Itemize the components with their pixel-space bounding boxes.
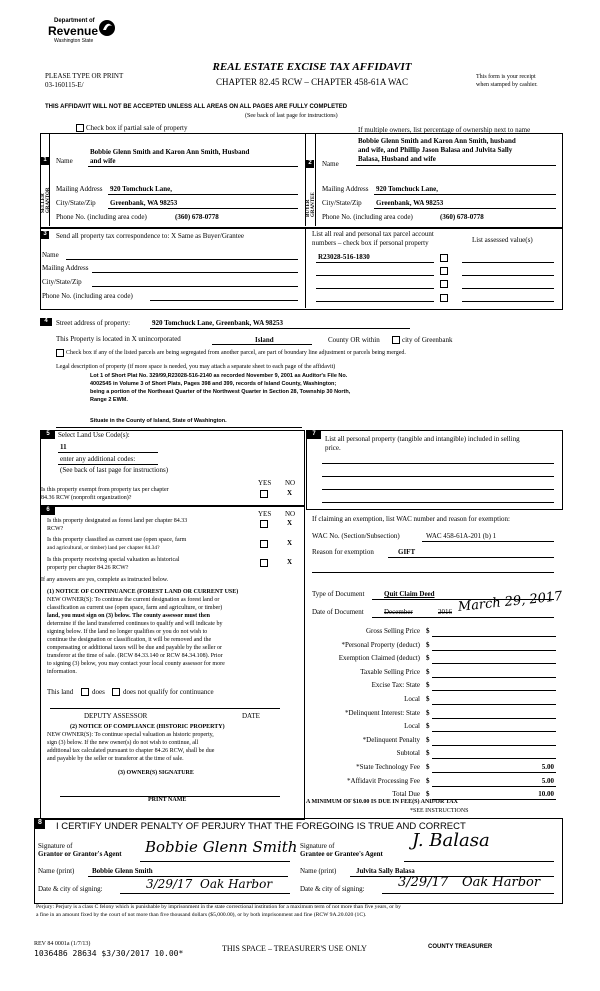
tax-row-line bbox=[432, 745, 556, 746]
reason-value: GIFT bbox=[398, 548, 416, 556]
current-use-question-1: Is this property classified as current use (open space, farm bbox=[47, 537, 187, 543]
section-1-number: 1 bbox=[41, 157, 49, 165]
corr-mailing-line bbox=[92, 272, 298, 273]
logo-line-2: Revenue bbox=[48, 24, 99, 38]
assessed-line-4 bbox=[462, 301, 554, 302]
notice-compliance-title: (2) NOTICE OF COMPLIANCE (HISTORIC PROPERTY) bbox=[70, 724, 225, 730]
notice1-line-1: NEW OWNER(S): To continue the current designation as forest land or bbox=[47, 597, 220, 603]
assessed-line-2 bbox=[462, 275, 554, 276]
grantor-date: 3/29/17 bbox=[146, 877, 193, 891]
corr-city-line bbox=[92, 286, 298, 287]
grantee-city: Oak Harbor bbox=[462, 875, 541, 890]
historic-no-answer: X bbox=[287, 558, 293, 566]
does-label: does bbox=[92, 688, 105, 696]
doc-type-value: Quit Claim Deed bbox=[384, 590, 435, 598]
street-address-label: Street address of property: bbox=[56, 319, 131, 327]
rev-code: REV 84 0001a (1/7/13) bbox=[34, 941, 91, 947]
corr-phone-label: Phone No. (including area code) bbox=[42, 292, 133, 300]
cashier-stamp: 1036486 28634 $3/30/2017 10.00* bbox=[34, 949, 184, 958]
seller-name-line bbox=[88, 166, 298, 167]
buyer-city-value: Greenbank, WA 98253 bbox=[376, 199, 444, 207]
logo-line-1: Department of bbox=[54, 18, 95, 24]
see-instructions-note: *SEE INSTRUCTIONS bbox=[410, 808, 469, 814]
seller-mailing-line bbox=[108, 194, 298, 195]
section-6-number: 6 bbox=[41, 507, 55, 515]
accounts-label-1: List all real and personal tax parcel account bbox=[312, 230, 434, 238]
does-not-qualify-checkbox[interactable] bbox=[112, 688, 120, 696]
buyer-phone-label: Phone No. (including area code) bbox=[322, 213, 413, 221]
grantee-date-line bbox=[382, 893, 554, 894]
receipt-note-2: when stamped by cashier. bbox=[476, 82, 538, 88]
does-qualify-checkbox[interactable] bbox=[81, 688, 89, 696]
warning-text: THIS AFFIDAVIT WILL NOT BE ACCEPTED UNLESS ALL AREAS ON ALL PAGES ARE FULLY COMPLETED bbox=[45, 104, 348, 110]
tax-row-line bbox=[432, 704, 556, 705]
current-use-no-answer: X bbox=[287, 539, 293, 547]
tax-row-label: *Delinquent Penalty bbox=[362, 736, 420, 744]
tax-row-dollar: $ bbox=[426, 790, 430, 798]
tax-row-line bbox=[432, 772, 556, 773]
tax-row-dollar: $ bbox=[426, 641, 430, 649]
perjury-line-2: a fine in an amount fixed by the court of not more than five thousand dollars ($5,000.00), or by both imprisonment and fine (RCW 9A.20.020 (1C). bbox=[36, 912, 367, 918]
exemption-label: If claiming an exemption, list WAC number and reason for exemption: bbox=[312, 515, 510, 523]
seller-sidebar-line bbox=[49, 133, 50, 226]
land-use-value: 11 bbox=[60, 443, 67, 451]
tax-row-dollar: $ bbox=[426, 695, 430, 703]
legal-line-3: being a portion of the Northeast Quarter of the Northwest Quarter in Section 28, Township 30 North, bbox=[90, 389, 351, 395]
seller-grantor-label: SELLER GRANTOR bbox=[41, 187, 51, 213]
tax-row-label: Exemption Claimed (deduct) bbox=[338, 654, 420, 662]
street-address-value: 920 Tomchuck Lane, Greenbank, WA 98253 bbox=[152, 319, 284, 327]
reason-label: Reason for exemption bbox=[312, 548, 374, 556]
s5-no-header: NO bbox=[285, 479, 296, 487]
doc-date-label: Date of Document bbox=[312, 608, 364, 616]
s6-no-header: NO bbox=[285, 510, 296, 518]
grantor-city: Oak Harbor bbox=[200, 877, 273, 891]
corr-city-label: City/State/Zip bbox=[42, 278, 82, 286]
county-value: Island bbox=[255, 336, 274, 344]
print-name-label: PRINT NAME bbox=[148, 797, 187, 803]
land-use-label: Select Land Use Code(s): bbox=[58, 431, 130, 439]
buyer-city-line bbox=[374, 208, 556, 209]
section-3-number: 3 bbox=[41, 231, 49, 239]
personal-line-1 bbox=[322, 463, 554, 464]
personal-property-checkbox-4[interactable] bbox=[440, 294, 448, 302]
notice2-line-2: sign (3) below. If the new owner(s) do not wish to continue, all bbox=[47, 740, 199, 746]
tax-row-line bbox=[432, 663, 556, 664]
section-7-number: 7 bbox=[307, 431, 321, 439]
tax-row-dollar: $ bbox=[426, 777, 430, 785]
tax-row-dollar: $ bbox=[426, 722, 430, 730]
notice2-line-1: NEW OWNER(S): To continue special valuation as historic property, bbox=[47, 732, 214, 738]
tax-row-dollar: $ bbox=[426, 668, 430, 676]
tax-row-line bbox=[432, 690, 556, 691]
assessed-label: List assessed value(s) bbox=[472, 236, 533, 244]
forest-question-1: Is this property designated as forest land per chapter 84.33 bbox=[47, 518, 188, 524]
see-back-label: (See back of last page for instructions) bbox=[60, 466, 169, 474]
city-checkbox[interactable] bbox=[392, 336, 400, 344]
exempt-no-answer: X bbox=[287, 489, 293, 497]
tax-row-label: Total Due bbox=[392, 790, 420, 798]
grantee-sig-label-2: Grantee or Grantee's Agent bbox=[300, 850, 383, 858]
grantee-date: 3/29/17 bbox=[398, 875, 449, 890]
if-yes-note: If any answers are yes, complete as instructed below. bbox=[41, 577, 169, 583]
notice1-line-9: to signing (3) below, you may contact your local county assessor for more bbox=[47, 661, 225, 667]
buyer-name-1: Bobbie Glenn Smith and Karon Ann Smith, husband bbox=[358, 137, 516, 145]
tax-row-dollar: $ bbox=[426, 627, 430, 635]
corr-name-line bbox=[66, 259, 298, 260]
tax-row-dollar: $ bbox=[426, 749, 430, 757]
legal-line-4: Range 2 EWM. bbox=[90, 397, 128, 403]
wac-label: WAC No. (Section/Subsection) bbox=[312, 532, 400, 540]
page-subtitle: CHAPTER 82.45 RCW – CHAPTER 458-61A WAC bbox=[216, 77, 408, 87]
notice2-line-4: and payable by the seller or transferor at the time of sale. bbox=[47, 756, 184, 762]
buyer-name-3: Balasa, Husband and wife bbox=[358, 155, 436, 163]
wac-value: WAC 458-61A-201 (b) 1 bbox=[426, 532, 497, 540]
street-address-line bbox=[150, 328, 410, 329]
tax-row-line bbox=[432, 758, 556, 759]
tax-row-label: Subtotal bbox=[396, 749, 420, 757]
certify-text: I CERTIFY UNDER PENALTY OF PERJURY THAT THE FOREGOING IS TRUE AND CORRECT bbox=[56, 821, 466, 832]
tax-row-dollar: $ bbox=[426, 736, 430, 744]
county-line bbox=[212, 344, 312, 345]
grantee-sig-label-1: Signature of bbox=[300, 842, 335, 850]
account-1-value: R23028-516-1830 bbox=[318, 253, 370, 261]
buyer-name-2: and wife, and Phillip Jason Balasa and Julvita Sally bbox=[358, 146, 513, 154]
tax-row-label: Local bbox=[404, 695, 420, 703]
tax-row-line bbox=[432, 636, 556, 637]
seller-mailing-label: Mailing Address bbox=[56, 185, 103, 193]
corr-name-label: Name bbox=[42, 251, 59, 259]
exempt-question-1: Is this property exempt from property tax per chapter bbox=[41, 487, 169, 493]
buyer-phone-value: (360) 678-0778 bbox=[440, 213, 484, 221]
doc-date-handwritten: March 29, 2017 bbox=[457, 589, 564, 615]
please-type: PLEASE TYPE OR PRINT bbox=[45, 72, 124, 80]
exempt-question-2: 84.36 RCW (nonprofit organization)? bbox=[41, 495, 132, 501]
buyer-mailing-line bbox=[374, 194, 556, 195]
tax-row-dollar: $ bbox=[426, 654, 430, 662]
send-correspondence-label: Send all property tax correspondence to: X Same as Buyer/Grantee bbox=[56, 232, 244, 240]
notice1-line-8: transferor at the time of sale. (RCW 84.33.140 or RCW 84.34.108). Prior bbox=[47, 653, 223, 659]
buyer-grantee-label: BUYER GRANTEE bbox=[306, 192, 316, 217]
seller-city-value: Greenbank, WA 98253 bbox=[110, 199, 178, 207]
tax-row-line bbox=[432, 718, 556, 719]
historic-question-2: property per chapter 84.26 RCW? bbox=[47, 565, 129, 571]
tax-row-line bbox=[432, 650, 556, 651]
reason-line-2 bbox=[312, 572, 554, 573]
personal-line-3 bbox=[322, 489, 554, 490]
seller-phone-label: Phone No. (including area code) bbox=[56, 213, 147, 221]
grantee-name-value: Julvita Sally Balasa bbox=[356, 867, 415, 875]
reason-line bbox=[388, 557, 554, 558]
legal-line-2: 4002545 in Volume 3 of Short Plats, Pages 398 and 399, records of Island County, Washington; bbox=[90, 381, 337, 387]
notice1-line-7: compensating or additional taxes will be due and payable by the seller or bbox=[47, 645, 222, 651]
buyer-mailing-label: Mailing Address bbox=[322, 185, 369, 193]
legal-description-label: Legal description of property (if more space is needed, you may attach a separate sheet to each page of the affidavit) bbox=[56, 364, 336, 370]
doc-date-year: 2016 bbox=[438, 608, 452, 616]
tax-row-label: Gross Selling Price bbox=[365, 627, 420, 635]
perjury-text-1: Perjury: Perjury is a class C felony which is punishable by imprisonment in the state correctional institution for a maximum term of not more than five years, or by bbox=[36, 904, 401, 910]
forest-question-2: RCW? bbox=[47, 526, 64, 532]
forest-yes-checkbox[interactable] bbox=[260, 520, 268, 528]
account-line-1 bbox=[316, 262, 434, 263]
grantor-sig-line bbox=[140, 861, 290, 862]
seller-mailing-value: 920 Tomchuck Lane, bbox=[110, 185, 173, 193]
current-use-question-2: and agricultural, or timber) land per chapter 84.34? bbox=[47, 545, 160, 551]
buyer-mailing-value: 920 Tomchuck Lane, bbox=[376, 185, 439, 193]
doc-type-label: Type of Document bbox=[312, 590, 365, 598]
assessed-line-3 bbox=[462, 288, 554, 289]
does-not-label: does not qualify for continuance bbox=[123, 688, 214, 696]
grantor-date-city-label: Date & city of signing: bbox=[38, 885, 103, 893]
owner-signature-label: (3) OWNER(S) SIGNATURE bbox=[118, 770, 194, 776]
grantee-signature: J. Balasa bbox=[412, 830, 490, 851]
section-3-divider bbox=[305, 228, 306, 308]
form-code: 03-160115-E/ bbox=[45, 81, 84, 89]
seller-name-1: Bobbie Glenn Smith and Karon Ann Smith, Husband bbox=[90, 148, 250, 156]
grantor-sig-label-1: Signature of bbox=[38, 842, 73, 850]
minimum-due-note: A MINIMUM OF $10.00 IS DUE IN FEE(S) AND/OR TAX bbox=[306, 799, 458, 805]
county-label: County OR within bbox=[328, 336, 380, 344]
city-of-label: city of Greenbank bbox=[402, 336, 453, 344]
grantee-date-city-label: Date & city of signing: bbox=[300, 885, 365, 893]
legal-line-1: Lot 1 of Short Plat No. 329/99,R23028-516-2140 as recorded November 9, 2001 as Auditor's File No. bbox=[90, 373, 348, 379]
historic-yes-checkbox[interactable] bbox=[260, 559, 268, 567]
tax-row-line bbox=[432, 786, 556, 787]
personal-property-label-2: price. bbox=[325, 444, 341, 452]
personal-property-checkbox-3[interactable] bbox=[440, 280, 448, 288]
multi-owner-note: If multiple owners, list percentage of ownership next to name bbox=[358, 126, 531, 134]
corr-mailing-label: Mailing Address bbox=[42, 264, 89, 272]
tax-row-amount: 10.00 bbox=[538, 790, 554, 798]
grantor-name-label: Name (print) bbox=[38, 867, 75, 875]
account-line-3 bbox=[316, 288, 434, 289]
county-treasurer-label: COUNTY TREASURER bbox=[428, 944, 493, 950]
seller-name-2: and wife bbox=[90, 157, 116, 165]
deputy-assessor-label: DEPUTY ASSESSOR bbox=[84, 712, 148, 720]
tax-row-line bbox=[432, 677, 556, 678]
section-4-number: 4 bbox=[40, 318, 52, 326]
tax-row-label: *State Technology Fee bbox=[356, 763, 420, 771]
exempt-yes-checkbox[interactable] bbox=[260, 490, 268, 498]
segregated-checkbox[interactable] bbox=[56, 349, 64, 357]
grantor-date-line bbox=[120, 893, 290, 894]
seller-city-label: City/State/Zip bbox=[56, 199, 96, 207]
corr-phone-line bbox=[150, 300, 298, 301]
personal-property-checkbox-2[interactable] bbox=[440, 267, 448, 275]
doc-date-struck: December bbox=[384, 608, 413, 616]
grantee-sig-line bbox=[404, 861, 554, 862]
buyer-sidebar-line bbox=[315, 133, 316, 226]
tax-row-label: *Affidavit Processing Fee bbox=[347, 777, 420, 785]
forest-no-answer: X bbox=[287, 519, 293, 527]
tax-row-label: *Delinquent Interest: State bbox=[344, 709, 420, 717]
seller-city-line bbox=[108, 208, 298, 209]
deputy-assessor-line bbox=[50, 708, 280, 709]
notice-continuance-title: (1) NOTICE OF CONTINUANCE (FOREST LAND OR CURRENT USE) bbox=[47, 589, 239, 595]
grantor-name-value: Bobbie Glenn Smith bbox=[92, 867, 153, 875]
additional-codes-line bbox=[58, 464, 158, 465]
tax-row-dollar: $ bbox=[426, 709, 430, 717]
tax-row-label: Taxable Selling Price bbox=[360, 668, 420, 676]
buyer-city-label: City/State/Zip bbox=[322, 199, 362, 207]
grantor-sig-label-2: Grantor or Grantor's Agent bbox=[38, 850, 122, 858]
situate-line: Situate in the County of Island, State of Washington. bbox=[90, 418, 227, 424]
tax-row-line bbox=[432, 731, 556, 732]
notice1-line-3: land, you must sign on (3) below. The county assessor must then bbox=[47, 613, 210, 619]
notice1-line-2: classification as current use (open space, farm and agriculture, or timber) bbox=[47, 605, 223, 611]
tax-row-dollar: $ bbox=[426, 681, 430, 689]
s6-yes-header: YES bbox=[258, 510, 272, 518]
notice2-line-3: additional tax calculated pursuant to chapter 84.26 RCW, shall be due bbox=[47, 748, 215, 754]
personal-line-2 bbox=[322, 476, 554, 477]
logo-swirl-icon bbox=[98, 18, 116, 38]
segregated-label: Check box if any of the listed parcels are being segregated from another parcel, are part of boundary line adjustment or parcels being merged. bbox=[66, 350, 406, 356]
personal-property-checkbox-1[interactable] bbox=[440, 254, 448, 262]
section-8-number: 8 bbox=[35, 819, 45, 829]
buyer-name-label: Name bbox=[322, 160, 339, 168]
tax-row-label: *Personal Property (deduct) bbox=[341, 641, 420, 649]
personal-property-label-1: List all personal property (tangible and intangible) included in selling bbox=[325, 435, 520, 443]
doc-date-line bbox=[372, 617, 554, 618]
legal-bottom-line bbox=[56, 427, 302, 428]
tax-row-label: Excise Tax: State bbox=[371, 681, 420, 689]
treasurer-space-label: THIS SPACE – TREASURER'S USE ONLY bbox=[222, 944, 367, 953]
wac-line bbox=[422, 541, 554, 542]
notice1-line-10: information. bbox=[47, 669, 77, 675]
this-land-label: This land bbox=[47, 688, 74, 696]
assessed-line-1 bbox=[462, 262, 554, 263]
tax-row-amount: 5.00 bbox=[541, 763, 554, 771]
receipt-note-1: This form is your receipt bbox=[476, 74, 536, 80]
personal-line-4 bbox=[322, 502, 554, 503]
seller-name-label: Name bbox=[56, 157, 73, 165]
grantor-signature: Bobbie Glenn Smith bbox=[145, 838, 298, 856]
seller-phone-value: (360) 678-0778 bbox=[175, 213, 219, 221]
accounts-label-2: numbers – check box if personal property bbox=[312, 239, 429, 247]
account-line-4 bbox=[316, 301, 434, 302]
grantee-name-label: Name (print) bbox=[300, 867, 337, 875]
instructions-note: (See back of last page for instructions) bbox=[245, 113, 338, 119]
s5-yes-header: YES bbox=[258, 479, 272, 487]
dor-logo bbox=[48, 18, 118, 52]
notice1-line-6: continue the designation or classification, it will be removed and the bbox=[47, 637, 212, 643]
perjury-line-1 bbox=[36, 904, 401, 910]
section-5-number: 5 bbox=[41, 431, 55, 439]
partial-sale-label: Check box if partial sale of property bbox=[86, 124, 188, 132]
land-use-line bbox=[58, 452, 158, 453]
deputy-date-label: DATE bbox=[242, 712, 260, 720]
notice1-line-4: determine if the land transferred continues to qualify and will indicate by bbox=[47, 621, 223, 627]
section-2-number: 2 bbox=[306, 160, 314, 168]
tax-row-label: Local bbox=[404, 722, 420, 730]
historic-question-1: Is this property receiving special valuation as historical bbox=[47, 557, 180, 563]
account-line-2 bbox=[316, 275, 434, 276]
additional-codes-label: enter any additional codes: bbox=[60, 455, 136, 463]
tax-row-amount: 5.00 bbox=[541, 777, 554, 785]
logo-line-3: Washington State bbox=[54, 38, 94, 44]
tax-row-dollar: $ bbox=[426, 763, 430, 771]
buyer-name-line bbox=[356, 165, 556, 166]
notice1-line-5: signing below. If the land no longer qualifies or you do not wish to bbox=[47, 629, 208, 635]
page-title: REAL ESTATE EXCISE TAX AFFIDAVIT bbox=[212, 61, 412, 73]
partial-sale-checkbox[interactable] bbox=[76, 124, 84, 132]
current-use-yes-checkbox[interactable] bbox=[260, 540, 268, 548]
located-label: This Property is located in X unincorporated bbox=[56, 335, 181, 343]
